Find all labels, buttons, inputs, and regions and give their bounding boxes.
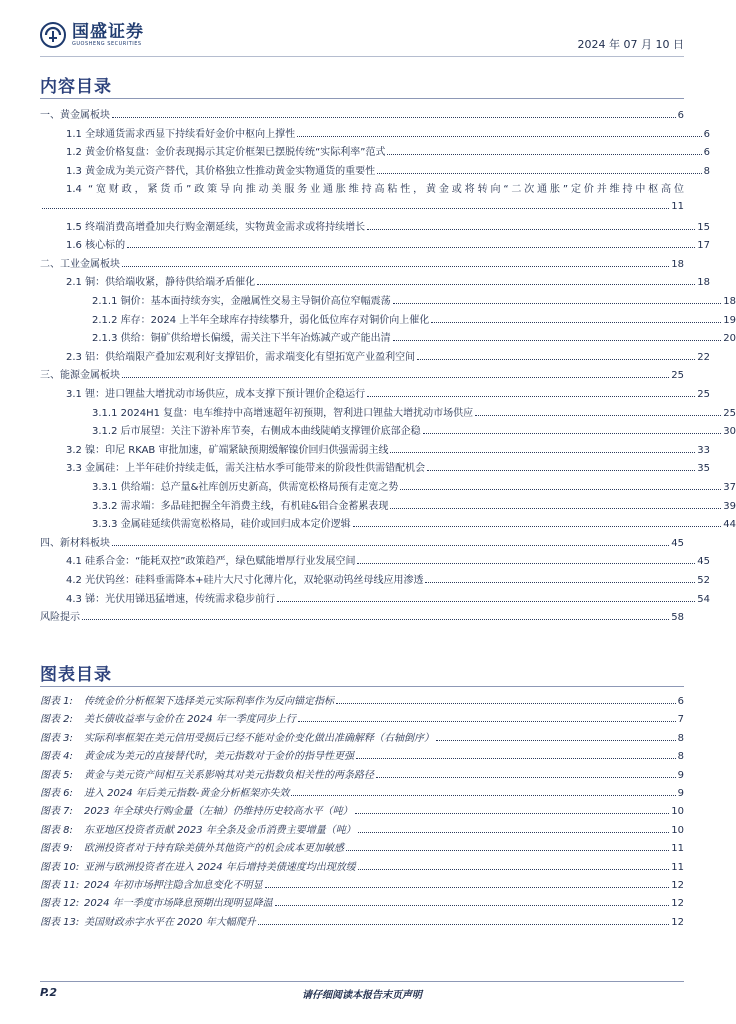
- toc-entry[interactable]: [40, 348, 710, 364]
- toc-entry-text: 3.3.1 供给端：总产量&社库创历史新高，供需宽松格局预有走宽之势: [92, 482, 399, 493]
- report-date: 2024 年 07 月 10 日: [577, 38, 684, 51]
- toc-page-number: 52: [697, 575, 710, 586]
- toc-entry-text: 3.3 金属硅：上半年硅价持续走低，需关注枯水季可能带来的阶段性供需错配机会: [66, 463, 426, 475]
- toc-entry[interactable]: [40, 441, 710, 457]
- toc-entry-text: 风险提示: [40, 612, 80, 624]
- toc-entry[interactable]: [40, 608, 684, 624]
- toc-page-number: 44: [723, 519, 736, 531]
- figure-caption: 欧洲投资者对于持有除美债外其他资产的机会成本更加敏感: [84, 843, 344, 855]
- toc-entry-text: 3.3.2 需求端：多晶硅把握全年消费主线，有机硅&铝合金蓄累表现: [92, 500, 389, 512]
- figure-caption: 2024 年一季度市场降息预期出现明显降温: [84, 898, 273, 910]
- footer-disclaimer: 请仔细阅读本报告末页声明: [302, 990, 422, 1001]
- dot-leader: [376, 768, 676, 778]
- dot-leader: [291, 786, 675, 796]
- figure-entry[interactable]: [40, 894, 684, 910]
- toc-entry-text: 1.6 核心标的: [66, 240, 126, 252]
- dot-leader: [427, 461, 695, 471]
- dot-leader: [431, 313, 721, 323]
- company-logo: [40, 22, 144, 48]
- figure-entry[interactable]: [40, 692, 684, 708]
- toc-page-number: 39: [723, 500, 736, 512]
- toc-entry-text: 1.3 黄金成为美元资产替代，其价格独立性推动黄金实物通货的重要性: [66, 165, 376, 177]
- toc-page-number: 22: [697, 351, 710, 363]
- figure-label: 图表 11:: [40, 880, 80, 891]
- dot-leader: [265, 878, 670, 888]
- toc-entry[interactable]: [40, 180, 710, 196]
- figure-caption: 黄金与美元资产间相互关系影响其对美元指数负相关性的两条路径: [84, 769, 374, 781]
- dot-leader: [112, 108, 676, 118]
- figure-caption: 实际利率框架在美元信用受损后已经不能对金价变化做出准确解释（右轴倒序）: [84, 732, 434, 744]
- dot-leader: [112, 536, 669, 546]
- figure-entry[interactable]: [40, 784, 684, 800]
- figure-page-number: 7: [677, 714, 684, 726]
- toc-title-divider: [40, 98, 684, 99]
- guosheng-logo-icon: [40, 22, 66, 48]
- figure-entry[interactable]: [40, 802, 684, 818]
- dot-leader: [357, 554, 695, 564]
- figure-list: [40, 692, 684, 942]
- toc-entry[interactable]: [40, 478, 736, 494]
- figure-entry[interactable]: [40, 821, 684, 837]
- toc-entry[interactable]: [40, 273, 710, 289]
- toc-page-number: 8: [703, 165, 710, 177]
- toc-entry-text: 2.1.1 铜价：基本面持续夯实，金融属性交易主导铜价高位窄幅震荡: [92, 296, 391, 307]
- toc-page-number: 6: [703, 128, 710, 140]
- dot-leader: [122, 257, 669, 267]
- toc-entry-text: 一、黄金属板块: [40, 110, 110, 121]
- dot-leader: [258, 915, 669, 925]
- figure-label: 图表 6:: [40, 788, 73, 799]
- figure-label: 图表 12:: [40, 898, 80, 910]
- toc-entry[interactable]: [40, 571, 710, 587]
- toc-page-number: 20: [723, 333, 736, 345]
- dot-leader: [336, 694, 676, 704]
- figure-entry[interactable]: [40, 710, 684, 726]
- toc-entry-text: 4.3 锑：光伏用锑迅猛增速，传统需求稳步前行: [66, 593, 276, 605]
- toc-entry-text: 3.2 镍：印尼 RKAB 审批加速，矿端紧缺预期缓解镍价回归供强需弱主线: [66, 444, 389, 456]
- toc-entry-text: 2.3 铝：供给端限产叠加宏观利好支撑铝价，需求端变化有望拓宽产业盈利空间: [66, 351, 416, 363]
- dot-leader: [298, 712, 676, 722]
- header-divider: [40, 56, 684, 57]
- dot-leader: [367, 220, 695, 230]
- figure-caption: 美长债收益率与金价在 2024 年一季度同步上行: [84, 714, 296, 726]
- dot-leader: [42, 199, 669, 209]
- dot-leader: [358, 823, 669, 833]
- figure-caption: 2023 年全球央行购金量（左轴）仍维持历史较高水平（吨）: [84, 806, 353, 818]
- toc-entry[interactable]: [40, 255, 684, 271]
- figure-caption: 亚洲与欧洲投资者在进入 2024 年后增持美债速度均出现放缓: [84, 861, 356, 873]
- dot-leader: [475, 406, 721, 416]
- dot-leader: [400, 480, 721, 490]
- dot-leader: [122, 368, 669, 378]
- figure-page-number: 9: [677, 788, 684, 799]
- dot-leader: [358, 860, 669, 870]
- toc-page-number: 6: [677, 110, 684, 121]
- dot-leader: [393, 294, 722, 304]
- toc-page-number: 25: [671, 370, 684, 382]
- figure-page-number: 11: [671, 861, 684, 873]
- figure-page-number: 12: [671, 916, 684, 928]
- toc-page-number: 17: [697, 240, 710, 252]
- dot-leader: [346, 841, 669, 851]
- figure-label: 图表 3:: [40, 732, 73, 744]
- toc-entry-text: 4.1 硅系合金：“能耗双控”政策趋严，绿色赋能增厚行业发展空间: [66, 556, 356, 568]
- toc-entry[interactable]: [40, 459, 710, 475]
- toc-entry-text: 2.1.3 供给：铜矿供给增长偏缓，需关注下半年冶炼减产或产能出清: [92, 333, 391, 345]
- table-of-contents: [40, 106, 736, 636]
- dot-leader: [390, 499, 721, 509]
- toc-page-number: 25: [697, 389, 710, 400]
- toc-entry[interactable]: [40, 552, 710, 568]
- figure-caption: 黄金成为美元的直接替代时，美元指数对于金价的指导性更强: [84, 751, 354, 763]
- toc-entry[interactable]: [40, 329, 736, 345]
- toc-entry[interactable]: [40, 422, 736, 438]
- toc-page-number: 35: [697, 463, 710, 475]
- dot-leader: [417, 350, 695, 360]
- toc-page-number: 19: [723, 314, 736, 326]
- figure-page-number: 8: [677, 732, 684, 744]
- figure-label: 图表 8:: [40, 824, 73, 836]
- page-number: P.2: [40, 986, 58, 999]
- figure-label: 图表 4:: [40, 751, 73, 763]
- figures-title-divider: [40, 686, 684, 687]
- toc-entry-text: 1.5 终端消费高增叠加央行购金潮延续，实物黄金需求或将持续增长: [66, 221, 366, 233]
- dot-leader: [82, 610, 669, 620]
- toc-page-number: 18: [723, 296, 736, 307]
- toc-entry-text: 3.1.2 后市展望：关注下游补库节奏，右侧成本曲线陡峭支撑锂价底部企稳: [92, 426, 421, 438]
- toc-page-number: 58: [671, 612, 684, 624]
- toc-entry-text: 3.1.1 2024H1 复盘：电车维持中高增速超年初预期，智利进口锂盐大增扰动市场供应: [92, 407, 474, 419]
- toc-title: 内容目录: [40, 77, 112, 97]
- toc-page-number: 11: [671, 201, 684, 212]
- figure-page-number: 10: [671, 824, 684, 836]
- dot-leader: [355, 804, 670, 814]
- toc-page-number: 33: [697, 444, 710, 456]
- toc-entry-text: 三、能源金属板块: [40, 370, 120, 382]
- toc-page-number: 15: [697, 221, 710, 233]
- toc-page-number: 18: [671, 258, 684, 270]
- toc-entry-text: 2.1.2 库存：2024 上半年全球库存持续攀升，弱化低位库存对铜价向上催化: [92, 314, 430, 326]
- dot-leader: [436, 731, 676, 741]
- toc-entry-text: 3.3.3 金属硅延续供需宽松格局，硅价或回归成本定价逻辑: [92, 519, 351, 531]
- toc-page-number: 45: [697, 556, 710, 568]
- dot-leader: [367, 387, 695, 397]
- toc-page-number: 6: [703, 147, 710, 159]
- figure-label: 图表 7:: [40, 806, 73, 818]
- figure-entry[interactable]: [40, 858, 684, 874]
- toc-entry[interactable]: [40, 534, 684, 550]
- figures-title: 图表目录: [40, 665, 112, 685]
- figure-entry[interactable]: [40, 747, 684, 763]
- page-header: [0, 0, 724, 62]
- logo-english-name: GUOSHENG SECURITIES: [72, 40, 142, 47]
- dot-leader: [127, 238, 695, 248]
- figure-page-number: 11: [671, 843, 684, 855]
- toc-entry[interactable]: [40, 515, 736, 531]
- dot-leader: [377, 164, 702, 174]
- figure-label: 图表 13:: [40, 916, 80, 928]
- figure-label: 图表 2:: [40, 714, 73, 726]
- figure-label: 图表 5:: [40, 769, 73, 781]
- footer-divider: [40, 981, 684, 982]
- figure-entry[interactable]: [40, 766, 684, 782]
- figure-page-number: 12: [671, 898, 684, 910]
- toc-entry-text: 3.1 锂：进口锂盐大增扰动市场供应，成本支撑下预计锂价企稳运行: [66, 389, 366, 400]
- toc-entry[interactable]: [40, 125, 710, 141]
- toc-page-number: 25: [723, 407, 736, 419]
- dot-leader: [390, 443, 695, 453]
- toc-entry-text: 1.4 “宽财政，紧货币”政策导向推动美服务业通胀维持高粘性，黄金或将转向“二次通胀”定价并维持中枢高位: [66, 184, 684, 196]
- dot-leader: [425, 573, 695, 583]
- toc-entry-text: 4.2 光伏钨丝：硅料垂需降本+硅片大尺寸化薄片化，双轮驱动钨丝母线应用渗透: [66, 575, 424, 586]
- toc-page-number: 18: [697, 277, 710, 289]
- toc-page-number: 37: [723, 482, 736, 493]
- dot-leader: [393, 331, 722, 341]
- toc-entry-text: 2.1 铜：供给端收紧，静待供给端矛盾催化: [66, 277, 256, 289]
- toc-entry-text: 二、工业金属板块: [40, 258, 120, 270]
- figure-caption: 美国财政赤字水平在 2020 年大幅爬升: [84, 916, 256, 928]
- figure-entry[interactable]: [40, 913, 684, 929]
- figure-caption: 2024 年初市场押注隐含加息变化不明显: [84, 880, 263, 891]
- toc-entry-text: 四、新材料板块: [40, 537, 110, 549]
- dot-leader: [277, 592, 695, 602]
- figure-caption: 东亚地区投资者贡献 2023 年全条及金币消费主要增量（吨）: [84, 824, 356, 836]
- toc-entry[interactable]: [40, 385, 710, 401]
- dot-leader: [353, 517, 722, 527]
- toc-page-number: 30: [723, 426, 736, 438]
- toc-entry[interactable]: [40, 162, 710, 178]
- figure-label: 图表 9:: [40, 843, 73, 855]
- figure-page-number: 10: [671, 806, 684, 818]
- toc-entry[interactable]: [40, 292, 736, 308]
- dot-leader: [257, 275, 695, 285]
- figure-page-number: 9: [677, 769, 684, 781]
- toc-entry-text: 1.1 全球通货需求西显下持续看好金价中枢向上撑性: [66, 128, 296, 140]
- figure-page-number: 6: [677, 696, 684, 707]
- toc-entry-text: 1.2 黄金价格复盘：金价表现揭示其定价框架已摆脱传统“实际利率”范式: [66, 147, 386, 159]
- toc-entry[interactable]: [40, 497, 736, 513]
- toc-entry[interactable]: [40, 366, 684, 382]
- figure-page-number: 8: [677, 751, 684, 763]
- figure-entry[interactable]: [40, 839, 684, 855]
- dot-leader: [297, 127, 702, 137]
- toc-entry[interactable]: [40, 218, 710, 234]
- figure-caption: 进入 2024 年后美元指数-黄金分析框架亦失效: [84, 788, 290, 799]
- toc-entry[interactable]: [40, 590, 710, 606]
- figure-label: 图表 10:: [40, 861, 80, 873]
- figure-entry[interactable]: [40, 729, 684, 745]
- dot-leader: [387, 145, 701, 155]
- dot-leader: [423, 424, 722, 434]
- dot-leader: [356, 749, 676, 759]
- toc-entry[interactable]: [40, 143, 710, 159]
- toc-entry[interactable]: [40, 106, 684, 122]
- figure-entry[interactable]: [40, 876, 684, 892]
- toc-page-number: 54: [697, 593, 710, 605]
- dot-leader: [275, 896, 670, 906]
- figure-page-number: 12: [671, 880, 684, 891]
- figure-label: 图表 1:: [40, 696, 73, 707]
- toc-entry-continuation[interactable]: [40, 199, 684, 215]
- figure-caption: 传统金价分析框架下选择美元实际利率作为反向锚定指标: [84, 696, 334, 707]
- toc-entry[interactable]: [40, 311, 736, 327]
- toc-entry[interactable]: [40, 236, 710, 252]
- toc-entry[interactable]: [40, 404, 736, 420]
- toc-page-number: 45: [671, 537, 684, 549]
- logo-chinese-name: 国盛证券: [72, 21, 144, 42]
